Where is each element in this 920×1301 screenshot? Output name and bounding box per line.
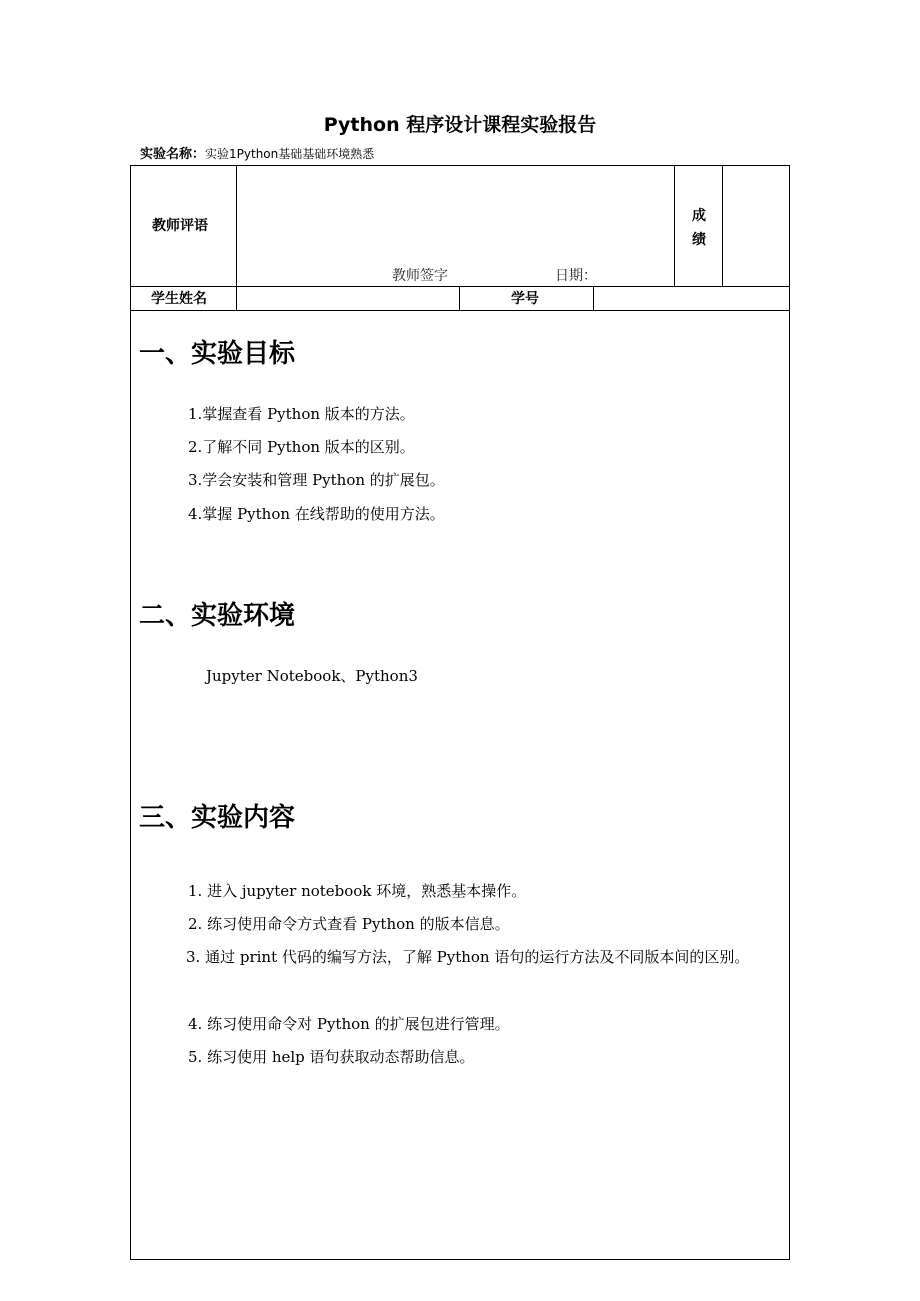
section-heading-environment: 二、实验环境 — [139, 601, 296, 631]
student-id-label: 学号 — [511, 291, 539, 307]
goal-item: 1.掌握查看 Python 版本的方法。 — [188, 405, 415, 423]
goal-item: 4.掌握 Python 在线帮助的使用方法。 — [188, 505, 445, 523]
date-label: 日期： — [555, 268, 597, 284]
experiment-name-label: 实验名称： — [140, 147, 206, 162]
student-name-input-cell[interactable] — [237, 287, 459, 310]
teacher-comment-label: 教师评语 — [152, 218, 208, 234]
table-border-right — [789, 165, 790, 1260]
content-item: 2. 练习使用命令方式查看 Python 的版本信息。 — [188, 915, 510, 933]
table-border-left — [130, 165, 131, 1260]
grade-label — [676, 204, 722, 252]
content-item: 4. 练习使用命令对 Python 的扩展包进行管理。 — [188, 1015, 510, 1033]
content-item: 3. 通过 print 代码的编写方法，了解 Python 语句的运行方法及不同版本间的区别。 — [186, 948, 750, 966]
table-border-bottom — [130, 1259, 790, 1260]
goal-item: 3.学会安装和管理 Python 的扩展包。 — [188, 471, 445, 489]
section-heading-goals: 一、实验目标 — [139, 339, 296, 369]
content-item: 5. 练习使用 help 语句获取动态帮助信息。 — [188, 1048, 475, 1066]
content-item: 1. 进入 jupyter notebook 环境，熟悉基本操作。 — [188, 882, 527, 900]
teacher-signature-label: 教师签字 — [392, 268, 448, 284]
col-divider-name-value — [459, 286, 460, 311]
row-divider-student — [130, 310, 790, 311]
goal-item: 2.了解不同 Python 版本的区别。 — [188, 438, 415, 456]
experiment-name-value: 实验1Python基础基础环境熟悉 — [205, 147, 375, 161]
experiment-name — [140, 145, 374, 164]
student-id-input-cell[interactable] — [594, 287, 789, 310]
col-divider-grade-left — [674, 165, 675, 287]
student-name-label: 学生姓名 — [151, 291, 207, 307]
environment-text: Jupyter Notebook、Python3 — [206, 667, 418, 685]
document-title: Python 程序设计课程实验报告 — [323, 114, 597, 136]
teacher-comment-input-cell[interactable] — [237, 166, 674, 262]
grade-input-cell[interactable] — [723, 166, 789, 286]
section-heading-content: 三、实验内容 — [139, 803, 296, 833]
grade-label-text: 成绩 — [692, 208, 706, 248]
